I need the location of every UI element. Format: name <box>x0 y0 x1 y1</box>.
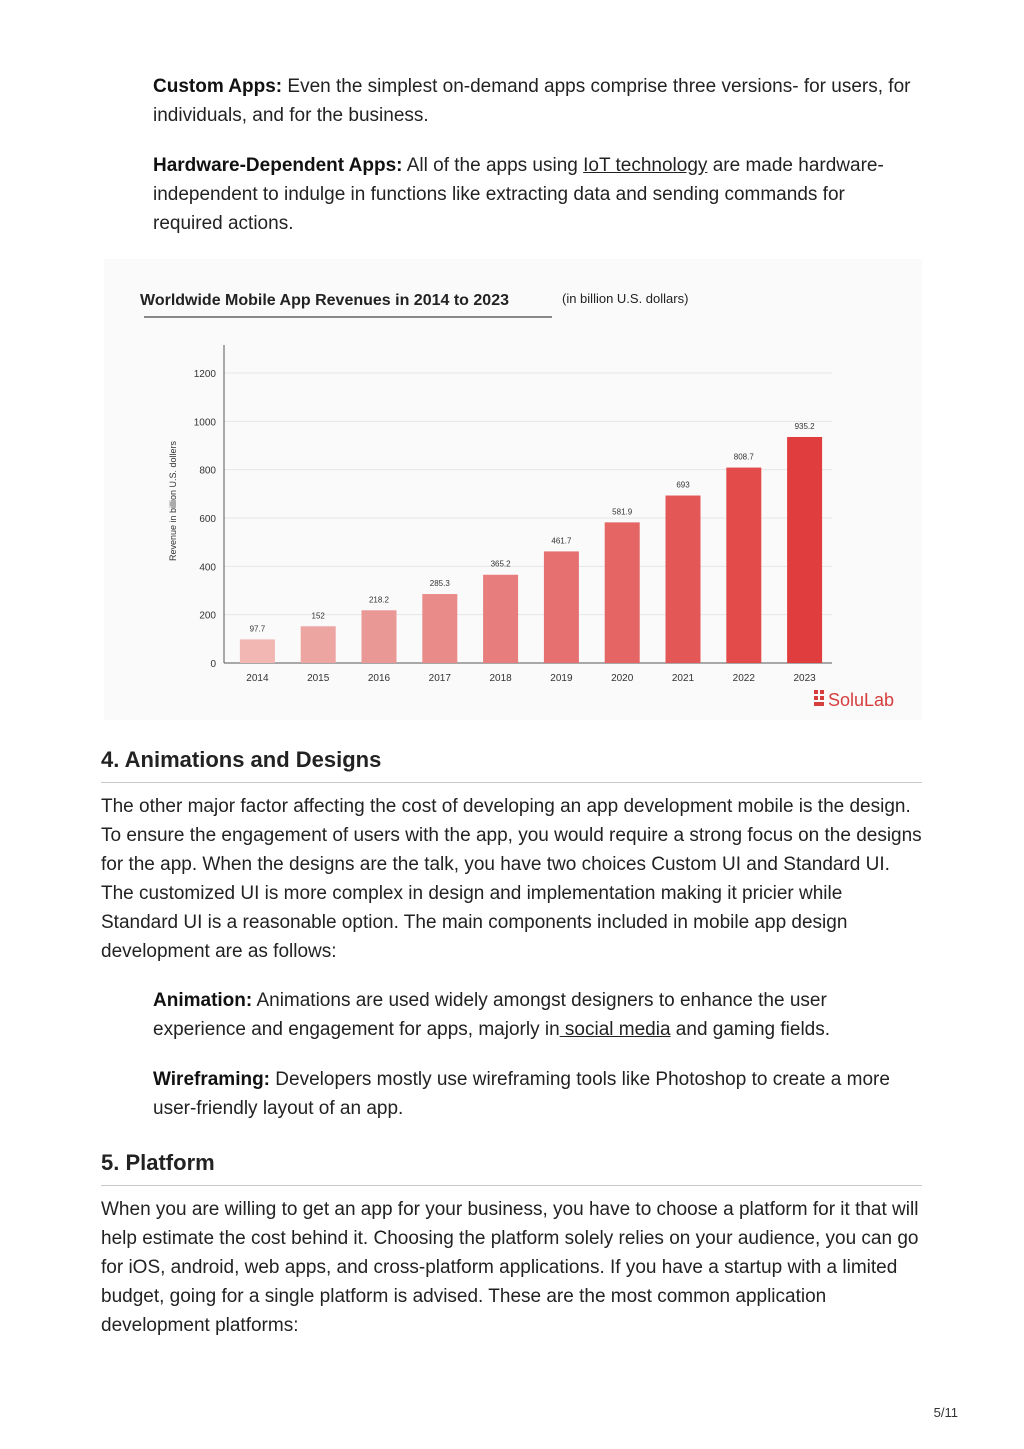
wireframing-label: Wireframing: <box>153 1069 271 1090</box>
iot-technology-link[interactable]: IoT technology <box>583 155 708 176</box>
hardware-apps-paragraph <box>153 151 913 238</box>
bar-value-label: 365.2 <box>490 559 511 569</box>
y-tick-labels <box>194 369 217 670</box>
bar-2018 <box>483 575 518 663</box>
solulab-logo-text: SoluLab <box>828 690 895 710</box>
bar-2019 <box>544 551 579 663</box>
animation-text-post: and gaming fields. <box>670 1019 831 1040</box>
revenue-chart-svg <box>104 259 922 720</box>
x-tick-label: 2014 <box>246 673 269 684</box>
wireframing-paragraph <box>153 1065 913 1123</box>
x-tick-label: 2018 <box>489 673 512 684</box>
bar-2014 <box>240 639 275 663</box>
x-tick-label: 2015 <box>307 673 330 684</box>
page-number: 5/11 <box>933 1405 958 1420</box>
chart-title: Worldwide Mobile App Revenues in 2014 to 2023 <box>140 292 509 309</box>
bar-value-label: 152 <box>311 611 325 621</box>
x-tick-label: 2020 <box>611 673 634 684</box>
animation-text-pre: Animations are used widely amongst designers to enhance the user experience and engagement for apps, majorly in <box>153 990 827 1040</box>
y-tick-label: 1200 <box>193 369 216 380</box>
hardware-apps-text-post: are made hardware-independent to indulge in functions like extracting data and sending commands for required actions. <box>153 155 884 234</box>
bar-2021 <box>666 496 701 663</box>
section-5-body: When you are willing to get an app for your business, you have to choose a platform for it that will help estimate the cost behind it. Choosing the platform solely relies on your audience, you can go for iOS, android, web apps, and cross-platform applications. If you have a startup with a limited budget, going for a single platform is advised. These are the most common application development platforms: <box>101 1199 919 1336</box>
x-tick-label: 2022 <box>732 673 755 684</box>
custom-apps-paragraph <box>153 72 913 130</box>
x-tick-label: 2021 <box>671 673 695 684</box>
bar-2015 <box>301 626 336 663</box>
bar-2022 <box>726 468 761 663</box>
animation-paragraph <box>153 986 913 1044</box>
y-axis-label: Revenue in billion U.S. dollers <box>168 440 178 562</box>
bar-value-label: 461.7 <box>551 536 572 546</box>
bar-value-label: 581.9 <box>612 507 633 517</box>
bar-2023 <box>787 437 822 663</box>
y-tick-label: 400 <box>199 562 216 574</box>
y-tick-label: 600 <box>199 514 216 525</box>
solulab-logo-icon <box>814 690 824 706</box>
bar-value-label: 97.7 <box>249 624 266 634</box>
bar-2020 <box>605 522 640 663</box>
chart-subtitle: (in billion U.S. dollars) <box>562 291 689 306</box>
social-media-link[interactable]: social media <box>559 1019 671 1040</box>
bar-value-label: 693 <box>676 480 690 490</box>
section-4-heading: 4. Animations and Designs <box>101 746 922 783</box>
wireframing-text: Developers mostly use wireframing tools like Photoshop to create a more user-friendly layout of an app. <box>153 1069 890 1119</box>
chart-bars <box>240 422 822 684</box>
bar-2016 <box>362 610 397 663</box>
revenue-chart <box>104 259 922 720</box>
animation-label: Animation: <box>153 990 253 1011</box>
x-tick-label: 2019 <box>550 673 573 684</box>
x-tick-label: 2023 <box>793 673 816 684</box>
section-4-body: The other major factor affecting the cost of developing an app development mobile is the design. To ensure the engagement of users with the app, you would require a strong focus on the designs for the app. When the designs are the talk, you have two choices Custom UI and Standard UI. The customized UI is more complex in design and implementation making it pricier while Standard UI is a reasonable option. The main components included in mobile app design development are as follows: <box>101 796 922 962</box>
bar-2017 <box>422 594 457 663</box>
y-tick-label: 800 <box>199 465 216 477</box>
y-tick-label: 200 <box>199 610 216 622</box>
bar-value-label: 808.7 <box>733 452 754 462</box>
section-5-heading: 5. Platform <box>101 1149 922 1186</box>
hardware-apps-text-pre: All of the apps using <box>402 155 584 176</box>
hardware-apps-label: Hardware-Dependent Apps: <box>153 155 403 176</box>
custom-apps-label: Custom Apps: <box>153 76 283 97</box>
x-tick-label: 2017 <box>428 673 451 684</box>
bar-value-label: 285.3 <box>429 579 450 589</box>
custom-apps-text: Even the simplest on-demand apps comprise three versions- for users, for individuals, and for the business. <box>153 76 911 126</box>
bar-value-label: 935.2 <box>794 421 815 431</box>
y-tick-label: 0 <box>210 659 216 670</box>
x-tick-label: 2016 <box>367 673 391 684</box>
y-tick-label: 1000 <box>193 417 216 429</box>
bar-value-label: 218.2 <box>368 595 390 605</box>
solulab-logo <box>814 690 894 710</box>
